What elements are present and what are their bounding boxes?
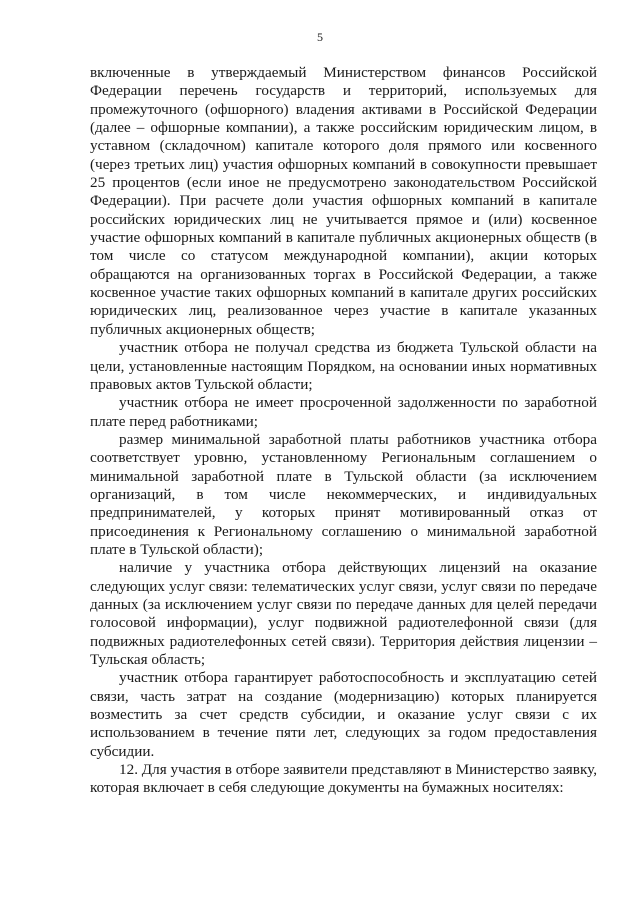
page-number: 5: [317, 30, 323, 44]
paragraph-licenses: наличие у участника отбора действующих лицензий на оказание следующих услуг связи: телематических услуг связи, услуг связи по передаче данных (за исключением услуг связи по передаче данных для целей передачи голосовой информации), услуг подвижной радиотелефонной связи (для подвижных радиотелефонных сетей связи). Территория действия лицензии – Тульская область;: [90, 559, 597, 668]
paragraph-minimum-wage: размер минимальной заработной платы работников участника отбора соответствует уровню, установленному Региональным соглашением о минимальной заработной плате в Тульской области (за исключением организаций, в том числе некоммерческих, и индивидуальных предпринимателей, у которых принят мотивированный отказ от присоединения к Региональному соглашению о минимальной заработной плате в Тульской области);: [90, 430, 597, 558]
paragraph-no-budget-funds: участник отбора не получал средства из бюджета Тульской области на цели, установленные настоящим Порядком, на основании иных нормативных правовых актов Тульской области;: [90, 339, 597, 393]
paragraph-offshore-companies: включенные в утверждаемый Министерством финансов Российской Федерации перечень государств и территорий, используемых для промежуточного (офшорного) владения активами в Российской Федерации (далее – офшорные компании), а также российским юридическим лицом, в уставном (складочном) капитале которого доля прямого или косвенного (через третьих лиц) участия офшорных компаний в совокупности превышает 25 процентов (если иное не предусмотрено законодательством Российской Федерации). При расчете доли участия офшорных компаний в капитале российских юридических лиц не учитывается прямое и (или) косвенное участие офшорных компаний в капитале публичных акционерных обществ (в том числе со статусом международной компании), акции которых обращаются на организованных торгах в Российской Федерации, а также косвенное участие таких офшорных компаний в капитале других российских юридических лиц, реализованное через участие в капитале указанных публичных акционерных обществ;: [90, 64, 597, 338]
paragraph-network-guarantee: участник отбора гарантирует работоспособность и эксплуатацию сетей связи, часть затрат на создание (модернизацию) которых планируется возместить за счет средств субсидии, и оказание услуг связи с их использованием в течение пяти лет, следующих за годом предоставления субсидии.: [90, 669, 597, 760]
paragraph-no-wage-arrears: участник отбора не имеет просроченной задолженности по заработной плате перед работниками;: [90, 394, 597, 430]
document-body: [90, 64, 597, 798]
paragraph-application-documents: 12. Для участия в отборе заявители представляют в Министерство заявку, которая включает в себя следующие документы на бумажных носителях:: [90, 761, 597, 797]
